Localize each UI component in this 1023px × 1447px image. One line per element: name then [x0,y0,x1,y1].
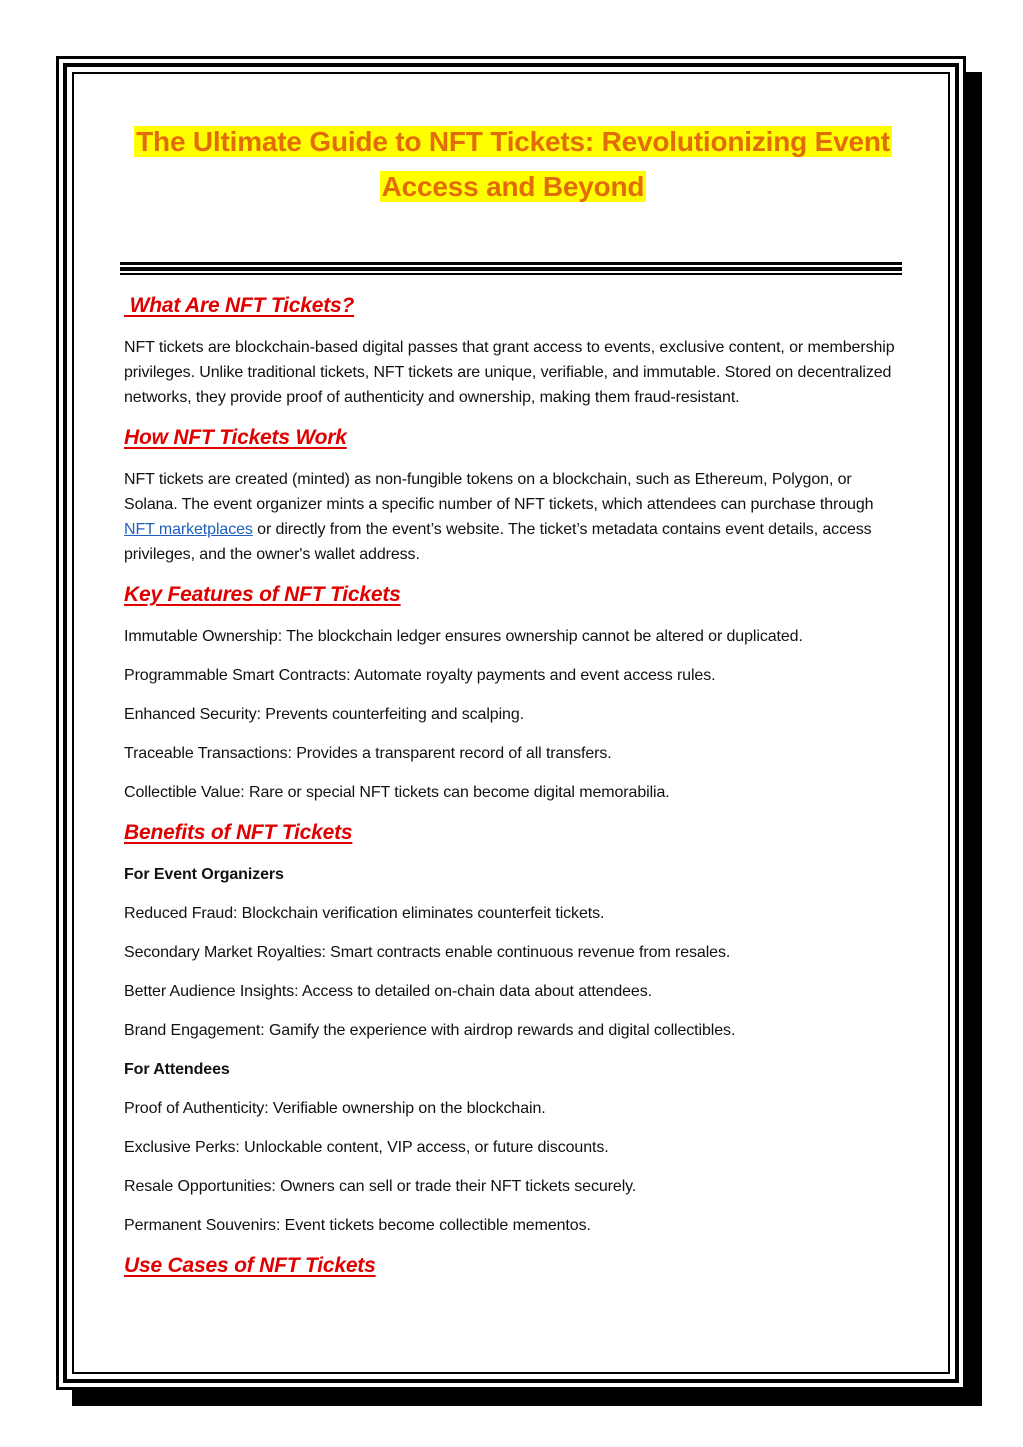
organizer-benefit-item: Reduced Fraud: Blockchain verification eliminates counterfeit tickets. [124,905,605,922]
attendee-benefit-item: Exclusive Perks: Unlockable content, VIP access, or future discounts. [124,1139,609,1156]
divider-line [120,273,902,275]
organizer-benefit-item: Secondary Market Royalties: Smart contracts enable continuous revenue from resales. [124,944,731,961]
divider-line [120,267,902,271]
heading-what-are-nft-tickets: What Are NFT Tickets? [124,294,355,317]
attendee-benefit-item: Proof of Authenticity: Verifiable ownership on the blockchain. [124,1100,546,1117]
divider-line [120,262,902,265]
title-divider [124,262,902,276]
paragraph-what-are-nft-tickets: NFT tickets are blockchain-based digital passes that grant access to events, exclusive content, or membership privileges. Unlike traditional tickets, NFT tickets are unique, verifiable, and immutable. Stored on decentralized networks, they provide proof of authenticity and ownership, making them fraud-resistant. [124,339,895,406]
how-text-before-link: NFT tickets are created (minted) as non-fungible tokens on a blockchain, such as Ethereum, Polygon, or Solana. The event organizer mints a specific number of NFT tickets, which attendees can purchase through [124,471,874,513]
organizer-benefit-item: Brand Engagement: Gamify the experience with airdrop rewards and digital collectibles. [124,1022,736,1039]
heading-key-features: Key Features of NFT Tickets [124,583,401,606]
organizer-benefit-item: Better Audience Insights: Access to detailed on-chain data about attendees. [124,983,652,1000]
feature-item: Traceable Transactions: Provides a transparent record of all transfers. [124,745,612,762]
document-body [124,122,902,1278]
document-title [114,122,912,212]
attendee-benefit-item: Resale Opportunities: Owners can sell or trade their NFT tickets securely. [124,1178,637,1195]
heading-use-cases: Use Cases of NFT Tickets [124,1254,376,1277]
subheading-for-event-organizers: For Event Organizers [124,866,284,883]
how-text-after-link: or directly from the event’s website. The ticket’s metadata contains event details, access privileges, and the owner's wallet address. [124,521,872,563]
title-line-2: Access and Beyond [381,171,645,202]
title-line-1: The Ultimate Guide to NFT Tickets: Revolutionizing Event [136,126,890,157]
subheading-for-attendees: For Attendees [124,1061,230,1078]
heading-how-nft-tickets-work: How NFT Tickets Work [124,426,347,449]
feature-item: Collectible Value: Rare or special NFT tickets can become digital memorabilia. [124,784,670,801]
feature-item: Enhanced Security: Prevents counterfeiting and scalping. [124,706,524,723]
paragraph-how-nft-tickets-work [124,467,902,567]
feature-item: Immutable Ownership: The blockchain ledger ensures ownership cannot be altered or duplicated. [124,628,803,645]
nft-marketplaces-link[interactable]: NFT marketplaces [124,521,253,538]
heading-benefits: Benefits of NFT Tickets [124,821,353,844]
feature-item: Programmable Smart Contracts: Automate royalty payments and event access rules. [124,667,716,684]
attendee-benefit-item: Permanent Souvenirs: Event tickets become collectible mementos. [124,1217,591,1234]
